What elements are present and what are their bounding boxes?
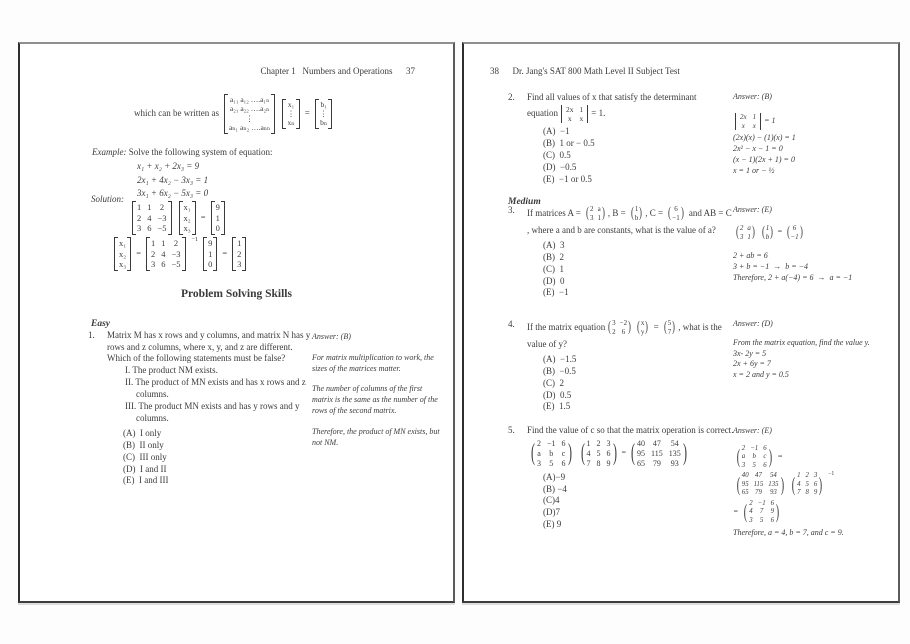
matrix-cell: 54	[770, 472, 777, 480]
choice: (D) 0.5	[543, 389, 572, 400]
answer-label: Answer: (E)	[733, 205, 772, 214]
matrix-cell: 0	[215, 223, 220, 234]
matrix-cell: bₙ	[320, 118, 328, 128]
inverse-matrix	[789, 472, 825, 497]
matrix-operation	[527, 438, 746, 469]
matrix-cell: ⋮	[245, 113, 254, 123]
matrix-cell: b	[752, 453, 756, 461]
answer-paragraph: The number of columns of the first matrix is the same as the number of the rows of the second matrix.	[312, 384, 438, 415]
constant-vector	[315, 99, 333, 129]
matrix-cell: ( 2	[739, 223, 744, 232]
matrix-cell: 9	[770, 508, 775, 516]
roman-item: II. The product of MN exists and has x rows and z columns.	[125, 377, 306, 399]
answer-choices	[123, 428, 314, 487]
matrix-cell: 1	[237, 238, 242, 248]
question-text-segment: , B =	[607, 207, 628, 218]
matrix-cell: 3	[741, 461, 746, 469]
answer-choices	[543, 126, 733, 185]
answer-matrix-line-1	[733, 445, 893, 470]
determinant-matrix	[561, 105, 588, 124]
matrix-cell: 2	[612, 327, 616, 336]
system-of-equations	[137, 160, 208, 201]
matrix-cell: 2	[805, 472, 809, 480]
matrix-cell: 93	[670, 458, 679, 468]
step: x = 1 or − ½	[733, 165, 775, 175]
answer-column-q5	[733, 426, 893, 539]
matrix-cell: 1	[597, 213, 601, 222]
matrix-cell: b	[765, 232, 770, 241]
matrix-cell: −3	[157, 212, 167, 223]
question-number: 3.	[508, 205, 515, 215]
matrix-cell: x	[579, 114, 584, 124]
matrix-cell: ( 3	[612, 319, 616, 327]
answer-math: = 1	[764, 116, 776, 126]
matrix-cell: 6	[621, 327, 626, 336]
matrix-cell: ( 5	[667, 319, 672, 327]
matrix-cell: x₂	[119, 248, 127, 259]
answer-steps	[733, 251, 888, 283]
variable-vector	[282, 99, 300, 129]
matrix-cell: 4	[161, 248, 166, 259]
answer-choices	[543, 472, 743, 531]
question-text-segment: , what is the value of y?	[527, 321, 722, 349]
choice: (B) −0.5	[543, 365, 576, 376]
matrix-cell: −5	[157, 223, 167, 234]
matrix-cell: ( 6	[674, 205, 678, 213]
step: 3 + b = −1 → b = −4	[733, 262, 808, 272]
difficulty-easy-label: Easy	[91, 319, 110, 329]
matrix-cell: −5	[171, 259, 181, 270]
question-text-segment: , C =	[645, 207, 666, 218]
matrix-cell: x₁	[119, 238, 127, 248]
matrix-cell: 115	[651, 448, 663, 458]
matrix-cell: b₁	[320, 99, 327, 109]
matrix-cell: 2x	[740, 112, 747, 121]
answer-choices	[543, 354, 733, 413]
matrix-cell: 79	[755, 489, 762, 497]
matrix-c	[666, 205, 685, 223]
matrix-cell: 8	[805, 489, 809, 497]
matrix-cell: −1	[757, 499, 766, 507]
step: 2x + 6y = 7	[733, 359, 771, 369]
matrix-cell: ( 2	[749, 499, 753, 507]
matrix-b	[629, 205, 644, 223]
equals-sign: =	[304, 107, 310, 118]
matrix-cell: 3	[739, 232, 744, 241]
written-as-text: which can be written as	[134, 107, 219, 118]
matrix-cell: a₁₁ a₁₂ ….a₁ₙ	[229, 95, 270, 104]
question-number: 2.	[508, 92, 515, 102]
choice: (D) −0.5	[543, 162, 577, 173]
result-matrix	[741, 500, 781, 525]
equals-sign: =	[777, 227, 783, 237]
variable-vector	[114, 237, 131, 271]
matrix-cell: xₙ	[287, 118, 295, 128]
solution-label: Solution:	[91, 194, 124, 204]
question-number: 5.	[508, 425, 515, 435]
example-line	[92, 147, 272, 159]
matrix-cell: 1	[151, 238, 156, 248]
question-2	[508, 92, 733, 186]
answer-intro: From the matrix equation, find the value y.	[733, 337, 870, 347]
matrix-cell: x₁	[183, 202, 191, 212]
question-text-segment: If the matrix equation	[527, 321, 606, 332]
matrix-cell: 1	[752, 112, 757, 121]
equation-line: 2x₁ + 4x₂ − 3x₃ = 1	[137, 174, 209, 185]
unknown-matrix	[734, 445, 774, 470]
equals-sign: =	[136, 248, 142, 259]
matrix-cell: −1	[672, 213, 680, 222]
choice: (C) 1	[543, 263, 564, 274]
answer-conclusion: Therefore, a = 4, b = 7, and c = 9.	[733, 528, 844, 538]
matrix-cell: 0	[208, 259, 213, 270]
choice: (A) −1	[543, 126, 570, 137]
matrix-cell: 6	[813, 480, 818, 488]
example-text: Solve the following system of equation:	[126, 147, 273, 157]
answer-matrix-line-2	[733, 472, 893, 497]
matrix-cell: 5	[752, 461, 756, 469]
matrix-cell: a	[747, 223, 751, 232]
matrix-cell: −3	[171, 248, 181, 259]
matrix-cell: 1	[147, 202, 152, 212]
matrix-cell: ( 40	[637, 438, 646, 448]
matrix-cell: x	[567, 114, 572, 124]
answer-matrix-line-3	[733, 500, 893, 525]
question-text: Find the value of c so that the matrix operation is correct.	[527, 425, 734, 435]
question-4	[508, 319, 733, 413]
matrix-cell: 7	[797, 489, 801, 497]
product-matrix	[628, 439, 690, 469]
matrix-cell: 65	[741, 489, 749, 497]
matrix-c	[785, 224, 805, 242]
matrix-cell: 93	[770, 489, 777, 497]
matrix-cell: 9	[208, 238, 213, 248]
matrix-cell: 4	[797, 480, 801, 488]
step: 3x- 2y = 5	[733, 348, 767, 358]
matrix-cell: x	[741, 121, 745, 130]
answer-column-q2	[733, 92, 888, 176]
matrix-cell: 9	[606, 458, 611, 468]
determinant-matrix	[735, 113, 761, 131]
matrix-cell: y	[640, 327, 645, 336]
choice: (E) I and III	[123, 475, 169, 486]
choice: (E) 9	[543, 519, 562, 530]
matrix-cell: 2	[596, 438, 601, 448]
step: 2 + ab = 6	[733, 251, 768, 261]
section-heading: Problem Solving Skills	[181, 288, 292, 300]
matrix-cell: 6	[561, 458, 566, 468]
answer-choices	[543, 240, 733, 299]
matrix-cell: 79	[652, 458, 661, 468]
step: Therefore, 2 + a(−4) = 6 → a = −1	[733, 272, 853, 282]
matrix-cell: 95	[741, 480, 749, 488]
matrix-cell: 6	[770, 499, 775, 507]
step: (2x)(x) − (1)(x) = 1	[733, 133, 796, 143]
variable-vector	[179, 201, 196, 235]
matrix-cell: 2	[151, 248, 156, 259]
matrix-cell: 2x	[566, 104, 574, 114]
matrix-cell: 5	[805, 480, 809, 488]
matrix-cell: aₙ₁ aₙ₂ ….aₙₙ	[228, 123, 271, 133]
matrix-cell: 9	[215, 202, 220, 212]
matrix-cell: 8	[596, 458, 601, 468]
equals-sign: =	[651, 321, 661, 332]
matrix-cell: 4	[749, 508, 753, 516]
right-page-header: 38 Dr. Jang's SAT 800 Math Level II Subject Test	[490, 66, 680, 76]
question-3	[508, 205, 733, 299]
equation-line: 3x₁ + 6x₂ − 5x₃ = 0	[137, 188, 209, 198]
result-vector	[232, 237, 246, 271]
inverse-exponent: −1	[828, 471, 835, 478]
determinant-equation	[527, 105, 733, 124]
matrix-cell: 1	[579, 104, 584, 114]
written-as-equation	[134, 94, 334, 134]
inverse-exponent: −1	[191, 237, 199, 243]
matrix-cell: x₁	[287, 99, 295, 109]
matrix-cell: 3	[237, 259, 242, 270]
matrix-cell: −1	[750, 444, 759, 452]
matrix-cell: −2	[619, 319, 628, 327]
matrix-cell: 1	[747, 232, 751, 241]
answer-steps	[733, 349, 883, 381]
matrix-cell: x₃	[119, 259, 127, 270]
matrix-cell: 135	[668, 448, 681, 458]
step: 2x² − x − 1 = 0	[733, 144, 783, 154]
matrix-cell: x	[752, 121, 756, 130]
matrix-cell: 3	[813, 472, 818, 480]
equals-sign: =	[777, 452, 783, 462]
matrix-cell: 115	[753, 480, 764, 488]
choice: (E) 1.5	[543, 401, 571, 412]
left-page	[18, 42, 455, 603]
choice: (B) 1 or − 0.5	[543, 138, 595, 149]
matrix-a	[584, 205, 607, 223]
answer-label: Answer: (B)	[733, 92, 772, 101]
matrix-cell: b	[634, 213, 639, 222]
matrix-cell: x₃	[183, 223, 191, 234]
coefficient-matrix	[132, 201, 172, 235]
matrix-cell: 1	[137, 202, 142, 212]
choice: (C) 2	[543, 377, 564, 388]
choice: (D) 0	[543, 275, 565, 286]
solution-matrix-equation-2	[112, 237, 248, 271]
constant-vector	[662, 319, 677, 337]
matrix-cell: ( 1	[765, 223, 770, 232]
matrix-cell: 4	[147, 212, 152, 223]
matrix-cell: c	[763, 453, 767, 461]
matrix-cell: 1	[161, 238, 166, 248]
matrix-cell: ⋮	[319, 109, 328, 119]
equals-sign: =	[222, 248, 228, 259]
matrix-cell: 3	[137, 223, 142, 234]
question-number: 4.	[508, 319, 515, 329]
choice: (C)4	[543, 495, 560, 506]
choice: (A) I only	[123, 427, 162, 438]
question-text: Find all values of x that satisfy the determinant	[527, 92, 697, 102]
answer-paragraph: For matrix multiplication to work, the sizes of the matrices matter.	[312, 352, 434, 373]
answer-paragraph: Therefore, the product of MN exists, but not NM.	[312, 426, 440, 447]
factor-matrix	[578, 439, 620, 469]
choice: (D) I and II	[123, 463, 167, 474]
matrix-cell: 135	[768, 480, 779, 488]
question-text-segment: and AB = C , where a and b are constants, what is the value of a?	[527, 207, 732, 235]
question-text	[527, 205, 733, 237]
choice: (A) 3	[543, 239, 565, 250]
matrix-cell: 3	[589, 213, 594, 222]
matrix-cell: 2	[159, 202, 165, 212]
matrix-cell: a	[597, 205, 601, 213]
right-page	[462, 42, 900, 603]
roman-items	[116, 365, 314, 425]
matrix-cell: 5	[596, 448, 601, 458]
question-number: 1.	[88, 330, 95, 340]
matrix-cell: 3	[537, 458, 541, 468]
matrix-cell: 6	[763, 444, 767, 452]
matrix-cell: 47	[755, 472, 762, 480]
equals-sign: =	[200, 212, 206, 223]
choice: (E) −1 or 0.5	[543, 173, 592, 184]
matrix-cell: 6	[161, 259, 166, 270]
matrix-cell: 6	[763, 461, 767, 469]
matrix-cell: 5	[549, 458, 554, 468]
solution-matrix-equation-1	[130, 201, 227, 235]
step: (x − 1)(2x + 1) = 0	[733, 154, 795, 164]
matrix-cell: a	[741, 453, 746, 461]
question-text: Matrix M has x rows and y columns, and matrix N has y rows and z columns, where x, y, and z are different. Which of the following statements must be false?	[107, 330, 311, 364]
coefficient-matrix	[606, 319, 633, 337]
matrix-cell: −1	[547, 438, 556, 448]
step: x = 2 and y = 0.5	[733, 370, 789, 380]
matrix-cell: ( 40	[741, 472, 749, 480]
matrix-cell: ( 2	[537, 438, 541, 448]
matrix-cell: 3	[606, 438, 611, 448]
choice: (B) II only	[123, 439, 164, 450]
matrix-cell: 7	[759, 508, 764, 516]
matrix-cell: a	[537, 448, 541, 458]
coefficient-matrix	[224, 94, 275, 134]
matrix-cell: 6	[606, 448, 611, 458]
choice: (E) −1	[543, 287, 569, 298]
answer-column-q3	[733, 205, 888, 284]
matrix-cell: 3	[749, 516, 753, 524]
variable-vector	[635, 319, 650, 337]
matrix-cell: ( 1	[797, 472, 801, 480]
constant-vector	[211, 201, 225, 235]
matrix-cell: 95	[637, 448, 646, 458]
equals-sign: =	[733, 507, 739, 517]
answer-label: Answer: (E)	[733, 426, 772, 435]
matrix-cell: 7	[586, 458, 591, 468]
question-5	[508, 425, 746, 531]
matrix-cell: 4	[586, 448, 591, 458]
matrix-cell: 47	[652, 438, 661, 448]
left-page-header: Chapter 1 Numbers and Operations 37	[260, 66, 415, 76]
equals-sign: =	[621, 448, 627, 458]
roman-item: III. The product MN exists and has y rows and y columns.	[125, 400, 300, 423]
matrix-cell: b	[549, 448, 554, 458]
choice: (B) 2	[543, 251, 564, 262]
matrix-cell: ( 1	[634, 205, 639, 213]
choice: (A)−9	[543, 471, 566, 482]
matrix-cell: 6	[770, 516, 775, 524]
matrix-cell: ( 1	[586, 438, 591, 448]
matrix-cell: 2	[173, 238, 179, 248]
matrix-cell: x₂	[183, 212, 191, 223]
matrix-cell: 9	[813, 489, 818, 497]
matrix-cell: ( 2	[741, 444, 746, 452]
answer-determinant	[733, 113, 888, 131]
unknown-matrix	[528, 439, 575, 469]
product-matrix	[734, 472, 786, 497]
answer-matrix-equation	[733, 224, 888, 242]
answer-label: Answer: (D)	[733, 319, 773, 328]
choice: (C) 0.5	[543, 150, 571, 161]
matrix-cell: 2	[137, 212, 142, 223]
question-text: equation	[527, 108, 558, 119]
equation-line: x₁ + x₂ + 2x₃ = 9	[137, 161, 200, 171]
matrix-cell: ⋮	[287, 109, 295, 119]
matrix-cell: ( 6	[792, 223, 797, 232]
matrix-cell: 7	[667, 327, 672, 336]
constant-vector	[203, 237, 217, 271]
matrix-cell: −1	[790, 232, 799, 241]
choice: (C) III only	[123, 451, 167, 462]
answer-steps	[733, 133, 888, 176]
matrix-cell: 6	[147, 223, 152, 234]
matrix-cell: c	[561, 448, 566, 458]
matrix-cell: 1	[215, 212, 220, 223]
inverse-matrix	[146, 237, 186, 271]
choice: (A) −1.5	[543, 353, 577, 364]
question-text-segment: If matrices A =	[527, 207, 584, 218]
answer-label: Answer: (B)	[312, 332, 351, 341]
matrix-cell: ( 2	[589, 205, 594, 213]
matrix-cell: 5	[759, 516, 764, 524]
matrix-a	[734, 224, 757, 242]
matrix-cell: 65	[637, 458, 646, 468]
roman-item: I. The product NM exists.	[125, 365, 218, 376]
answer-column-q4	[733, 319, 883, 381]
matrix-cell: 1	[208, 248, 213, 259]
question-text: = 1.	[591, 108, 606, 119]
choice: (D)7	[543, 507, 560, 518]
question-1	[88, 330, 314, 487]
choice: (B) −4	[543, 483, 567, 494]
matrix-b	[760, 224, 775, 242]
matrix-cell: 6	[561, 438, 566, 448]
question-text	[527, 319, 733, 351]
matrix-cell: ( x	[640, 319, 645, 327]
matrix-cell: 54	[670, 438, 679, 448]
matrix-cell: a₂₁ a₂₂ ….a₂ₙ	[229, 104, 270, 114]
difficulty-medium-label: Medium	[508, 197, 541, 207]
matrix-cell: 3	[151, 259, 156, 270]
matrix-cell: 2	[237, 248, 242, 259]
answer-column-q1	[312, 332, 442, 448]
example-label: Example:	[92, 147, 127, 157]
